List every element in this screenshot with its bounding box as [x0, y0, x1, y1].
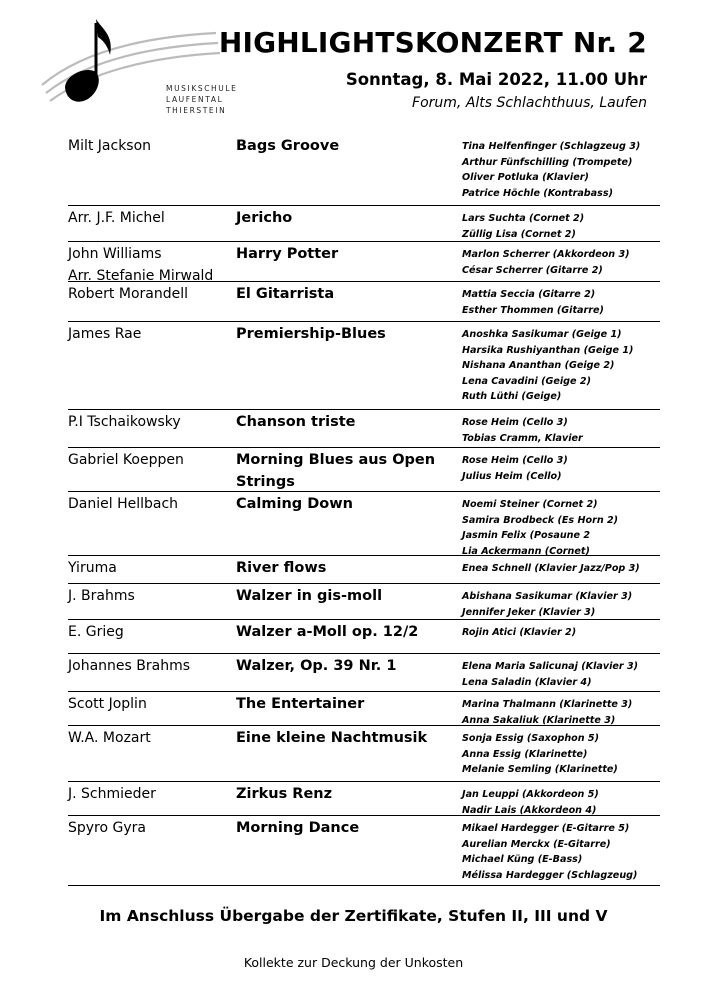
- piece-line: Jericho: [236, 210, 293, 226]
- performer: Tobias Cramm, Klavier: [462, 432, 583, 444]
- program-row: [68, 206, 660, 242]
- piece-line: El Gitarrista: [236, 286, 335, 302]
- piece-title: [236, 492, 462, 555]
- piece-title: [236, 448, 462, 491]
- composer: [68, 282, 236, 321]
- composer: [68, 322, 236, 409]
- piece-line: Calming Down: [236, 496, 353, 512]
- performer: Oliver Potluka (Klavier): [462, 172, 589, 183]
- program-row: [68, 410, 660, 448]
- piece-line: Premiership-Blues: [236, 326, 386, 342]
- concert-venue: Forum, Alts Schlachthuus, Laufen: [412, 95, 647, 111]
- composer-line: Yiruma: [68, 560, 117, 576]
- performer: Nadir Lais (Akkordeon 4): [462, 804, 597, 816]
- performer: Anna Essig (Klarinette): [462, 748, 588, 760]
- performer: Rose Heim (Cello 3): [462, 417, 568, 428]
- program-row: [68, 782, 660, 816]
- performers: [462, 242, 660, 281]
- composer-line: John Williams: [68, 246, 162, 262]
- performer: Samira Brodbeck (Es Horn 2): [462, 514, 619, 526]
- performer: Melanie Semling (Klarinette): [462, 764, 618, 775]
- music-school-logo: [40, 15, 238, 115]
- program-list: [68, 134, 660, 886]
- performer: Ruth Lüthi (Geige): [462, 391, 562, 402]
- composer: [68, 584, 236, 619]
- composer-line: E. Grieg: [68, 624, 124, 640]
- composer-line: J. Schmieder: [68, 786, 156, 802]
- performer: Rojin Atici (Klavier 2): [462, 627, 577, 638]
- composer-line: Gabriel Koeppen: [68, 452, 184, 468]
- piece-title: [236, 620, 462, 653]
- program-row: [68, 134, 660, 206]
- performers: [462, 134, 660, 205]
- composer-line: Milt Jackson: [68, 138, 152, 154]
- composer: [68, 134, 236, 205]
- performer: Marina Thalmann (Klarinette 3): [462, 699, 633, 710]
- piece-line: Harry Potter: [236, 246, 339, 262]
- program-row: [68, 448, 660, 492]
- piece-title: [236, 206, 462, 241]
- piece-line: Bags Groove: [236, 138, 340, 154]
- composer-line: Spyro Gyra: [68, 820, 146, 836]
- piece-line: Morning Blues aus Open: [236, 452, 436, 468]
- composer: [68, 620, 236, 653]
- performer: Anna Sakaliuk (Klarinette 3): [462, 714, 616, 726]
- composer-line: W.A. Mozart: [68, 730, 151, 746]
- certificate-note: Im Anschluss Übergabe der Zertifikate, Stufen II, III und V: [99, 907, 608, 925]
- piece-line: Eine kleine Nachtmusik: [236, 730, 428, 746]
- performer: Rose Heim (Cello 3): [462, 455, 568, 466]
- piece-line: Strings: [236, 474, 295, 490]
- logo-text: [166, 83, 238, 116]
- performer: Mélissa Hardegger (Schlagzeug): [462, 869, 638, 881]
- performer: Abishana Sasikumar (Klavier 3): [462, 591, 633, 602]
- performer: Lena Saladin (Klavier 4): [462, 676, 592, 688]
- piece-line: River flows: [236, 560, 327, 576]
- program-row: [68, 816, 660, 886]
- performer: Anoshka Sasikumar (Geige 1): [462, 329, 622, 340]
- piece-title: [236, 322, 462, 409]
- program-row: [68, 282, 660, 322]
- performers: [462, 692, 660, 725]
- performers: [462, 782, 660, 815]
- piece-line: Walzer in gis-moll: [236, 588, 383, 604]
- composer-line: J. Brahms: [68, 588, 135, 604]
- program-row: [68, 242, 660, 282]
- performers: [462, 448, 660, 491]
- performers: [462, 816, 660, 885]
- performer: Esther Thommen (Gitarre): [462, 304, 604, 316]
- logo-line: THIERSTEIN: [166, 106, 227, 115]
- composer: [68, 726, 236, 781]
- piece-line: Walzer, Op. 39 Nr. 1: [236, 658, 397, 674]
- performer: Enea Schnell (Klavier Jazz/Pop 3): [462, 563, 640, 574]
- performer: Tina Helfenfinger (Schlagzeug 3): [462, 141, 641, 152]
- performers: [462, 556, 660, 583]
- performers: [462, 206, 660, 241]
- logo-line: LAUFENTAL: [166, 95, 224, 104]
- performer: Michael Küng (E-Bass): [462, 854, 583, 865]
- composer: [68, 692, 236, 725]
- piece-title: [236, 242, 462, 281]
- performer: Jasmin Felix (Posaune 2: [462, 530, 591, 541]
- piece-title: [236, 726, 462, 781]
- composer: [68, 448, 236, 491]
- concert-date: Sonntag, 8. Mai 2022, 11.00 Uhr: [345, 70, 647, 89]
- collection-note: Kollekte zur Deckung der Unkosten: [243, 955, 464, 970]
- performer: César Scherrer (Gitarre 2): [462, 264, 603, 276]
- performer: Arthur Fünfschilling (Trompete): [462, 156, 633, 168]
- piece-title: [236, 556, 462, 583]
- composer-line: Daniel Hellbach: [68, 496, 179, 512]
- performer: Nishana Ananthan (Geige 2): [462, 360, 615, 371]
- performer: Lena Cavadini (Geige 2): [462, 375, 591, 387]
- program-row: [68, 584, 660, 620]
- composer: [68, 206, 236, 241]
- performer: Lars Suchta (Cornet 2): [462, 213, 585, 224]
- program-row: [68, 692, 660, 726]
- composer-line: James Rae: [68, 326, 142, 342]
- composer: [68, 816, 236, 885]
- program-row: [68, 322, 660, 410]
- composer: [68, 782, 236, 815]
- piece-title: [236, 410, 462, 447]
- performer: Jennifer Jeker (Klavier 3): [462, 606, 596, 618]
- composer-line: Arr. Stefanie Mirwald: [68, 268, 214, 284]
- composer: [68, 654, 236, 691]
- performer: Marlon Scherrer (Akkordeon 3): [462, 249, 630, 260]
- piece-title: [236, 584, 462, 619]
- performers: [462, 726, 660, 781]
- piece-line: Zirkus Renz: [236, 786, 333, 802]
- performers: [462, 620, 660, 653]
- logo-line: MUSIKSCHULE: [166, 84, 238, 93]
- piece-line: Morning Dance: [236, 820, 360, 836]
- performer: Mikael Hardegger (E-Gitarre 5): [462, 823, 630, 834]
- composer: [68, 410, 236, 447]
- piece-title: [236, 692, 462, 725]
- performer: Noemi Steiner (Cornet 2): [462, 499, 598, 510]
- composer-line: Scott Joplin: [68, 696, 147, 712]
- performer: Lia Ackermann (Cornet): [462, 545, 590, 557]
- performer: Patrice Höchle (Kontrabass): [462, 187, 613, 199]
- program-row: [68, 726, 660, 782]
- performer: Elena Maria Salicunaj (Klavier 3): [462, 661, 639, 672]
- piece-title: [236, 654, 462, 691]
- composer: [68, 556, 236, 583]
- performer: Züllig Lisa (Cornet 2): [462, 228, 576, 240]
- performer: Mattia Seccia (Gitarre 2): [462, 289, 596, 300]
- performers: [462, 282, 660, 321]
- piece-title: [236, 134, 462, 205]
- piece-title: [236, 782, 462, 815]
- composer: [68, 242, 236, 284]
- piece-line: Chanson triste: [236, 414, 356, 430]
- performer: Sonja Essig (Saxophon 5): [462, 733, 599, 744]
- program-row: [68, 654, 660, 692]
- performer: Jan Leuppi (Akkordeon 5): [462, 789, 599, 800]
- piece-title: [236, 816, 462, 885]
- page-title: HIGHLIGHTSKONZERT Nr. 2: [218, 26, 647, 59]
- piece-line: Walzer a-Moll op. 12/2: [236, 624, 419, 640]
- performer: Harsika Rushiyanthan (Geige 1): [462, 344, 634, 356]
- program-row: [68, 556, 660, 584]
- program-row: [68, 492, 660, 556]
- performers: [462, 322, 660, 409]
- performer: Aurelian Merckx (E-Gitarre): [462, 838, 611, 850]
- performers: [462, 492, 660, 555]
- performer: Julius Heim (Cello): [462, 470, 562, 482]
- composer-line: Arr. J.F. Michel: [68, 210, 165, 226]
- performers: [462, 410, 660, 447]
- composer: [68, 492, 236, 555]
- composer-line: Robert Morandell: [68, 286, 188, 302]
- composer-line: Johannes Brahms: [68, 658, 190, 674]
- performers: [462, 654, 660, 691]
- piece-line: The Entertainer: [236, 696, 365, 712]
- piece-title: [236, 282, 462, 321]
- performers: [462, 584, 660, 619]
- composer-line: P.I Tschaikowsky: [68, 414, 181, 430]
- program-row: [68, 620, 660, 654]
